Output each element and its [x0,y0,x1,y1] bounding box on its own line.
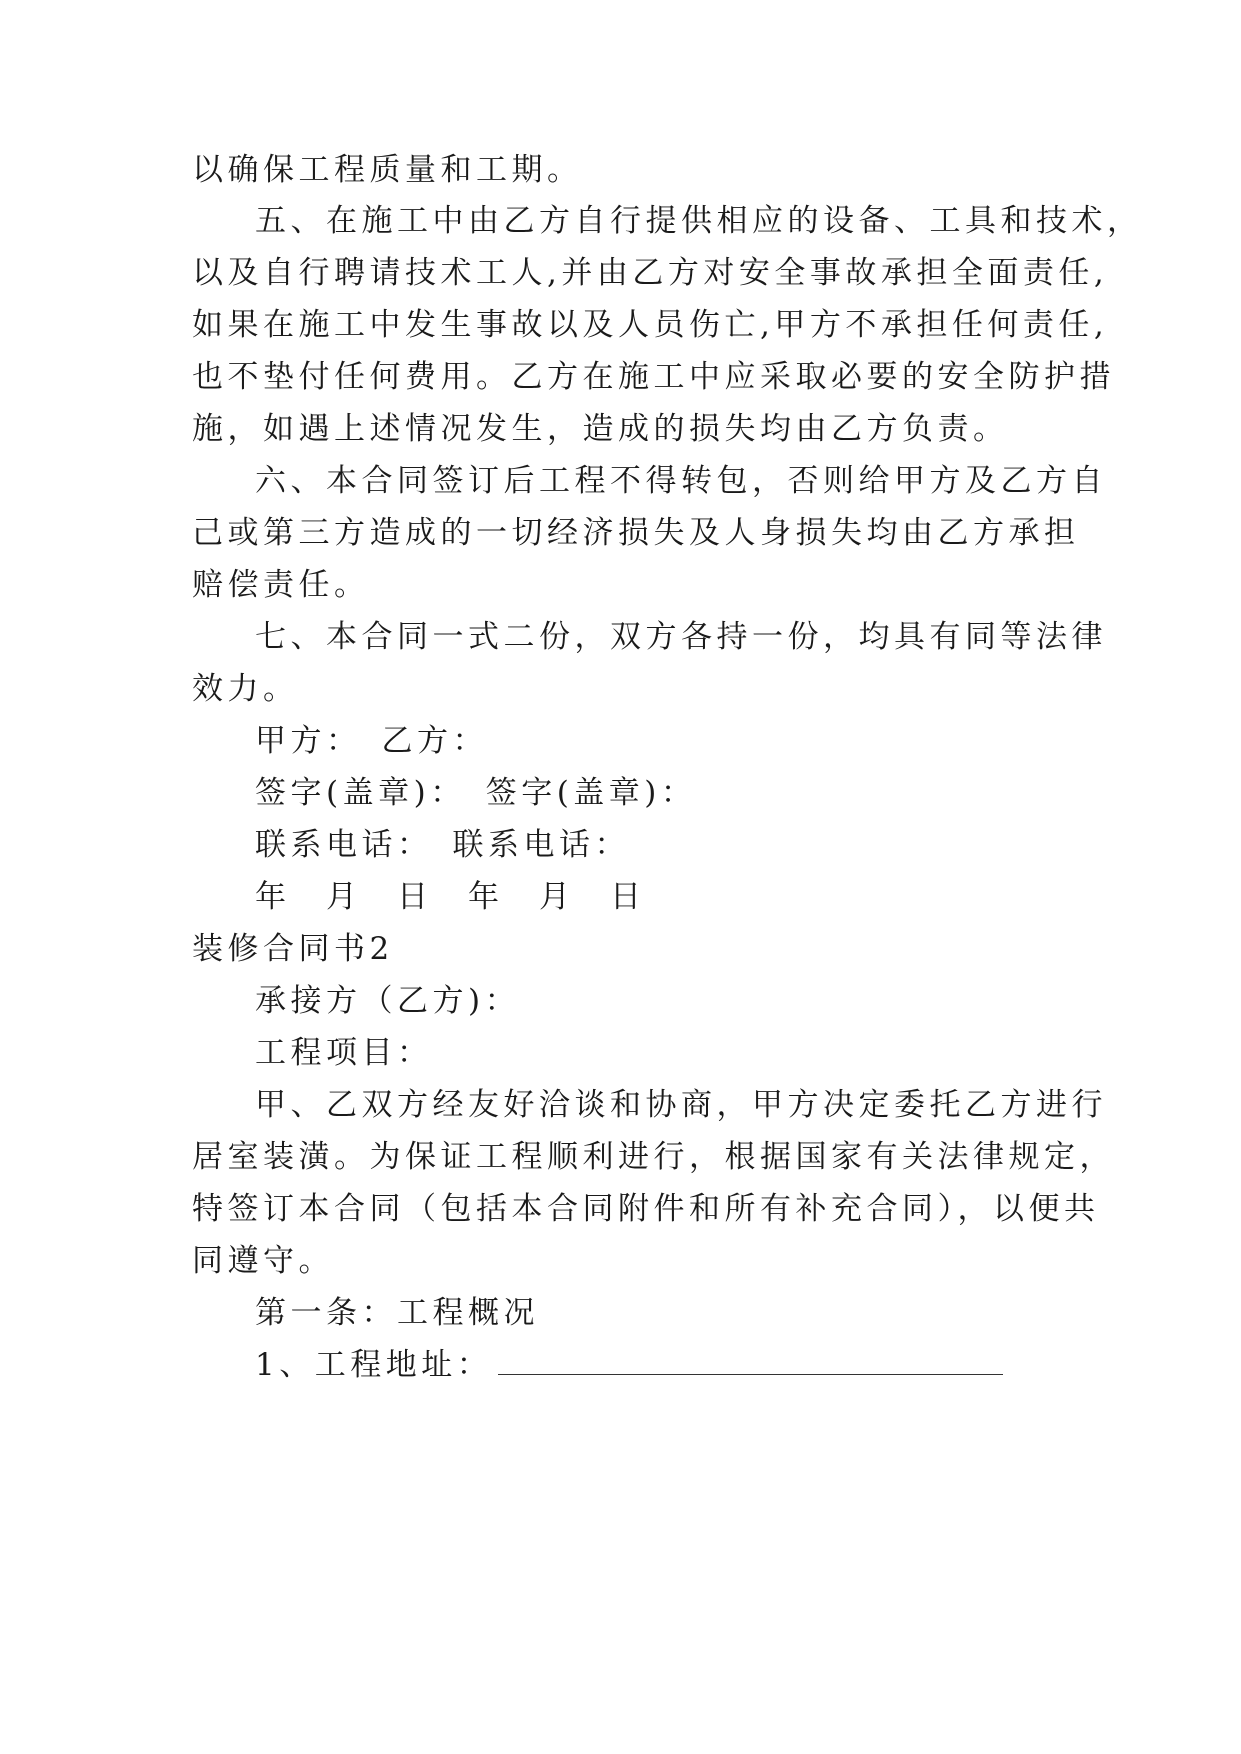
phone-line: 联系电话： 联系电话： [255,827,630,863]
paragraph-line: 以确保工程质量和工期。 [192,152,583,188]
date-line: 年 月 日 年 月 日 [255,879,646,915]
paragraph-line: 己或第三方造成的一切经济损失及人身损失均由乙方承担 [192,515,1080,551]
address-blank-line [498,1348,1003,1375]
preamble-line: 甲、乙双方经友好洽谈和协商，甲方决定委托乙方进行 [255,1087,1107,1123]
paragraph-line: 赔偿责任。 [192,567,370,603]
paragraph-line: 也不垫付任何费用。乙方在施工中应采取必要的安全防护措 [192,359,1115,395]
paragraph-line: 施，如遇上述情况发生，造成的损失均由乙方负责。 [192,411,1009,447]
address-label: 1、工程地址： [255,1347,493,1383]
signature-line: 签字(盖章)： 签字(盖章)： [255,775,697,811]
paragraph-line: 如果在施工中发生事故以及人员伤亡,甲方不承担任何责任, [192,307,1109,343]
paragraph-line: 以及自行聘请技术工人,并由乙方对安全事故承担全面责任, [192,255,1109,291]
clause-5-line: 五、在施工中由乙方自行提供相应的设备、工具和技术， [255,203,1143,239]
clause-6-line: 六、本合同签订后工程不得转包，否则给甲方及乙方自 [255,463,1107,499]
party-label-line: 甲方： 乙方： [255,723,488,759]
paragraph-line: 同遵守。 [192,1243,334,1279]
section-heading: 装修合同书2 [192,931,394,967]
project-line: 工程项目： [255,1035,433,1071]
paragraph-line: 特签订本合同（包括本合同附件和所有补充合同），以便共 [192,1191,1100,1227]
article-1-heading: 第一条：工程概况 [255,1295,539,1331]
paragraph-line: 效力。 [192,671,299,707]
paragraph-line: 居室装潢。为保证工程顺利进行，根据国家有关法律规定， [192,1139,1115,1175]
clause-7-line: 七、本合同一式二份，双方各持一份，均具有同等法律 [255,619,1107,655]
address-field-row [255,1345,1003,1385]
contractor-line: 承接方（乙方)： [255,983,521,1019]
